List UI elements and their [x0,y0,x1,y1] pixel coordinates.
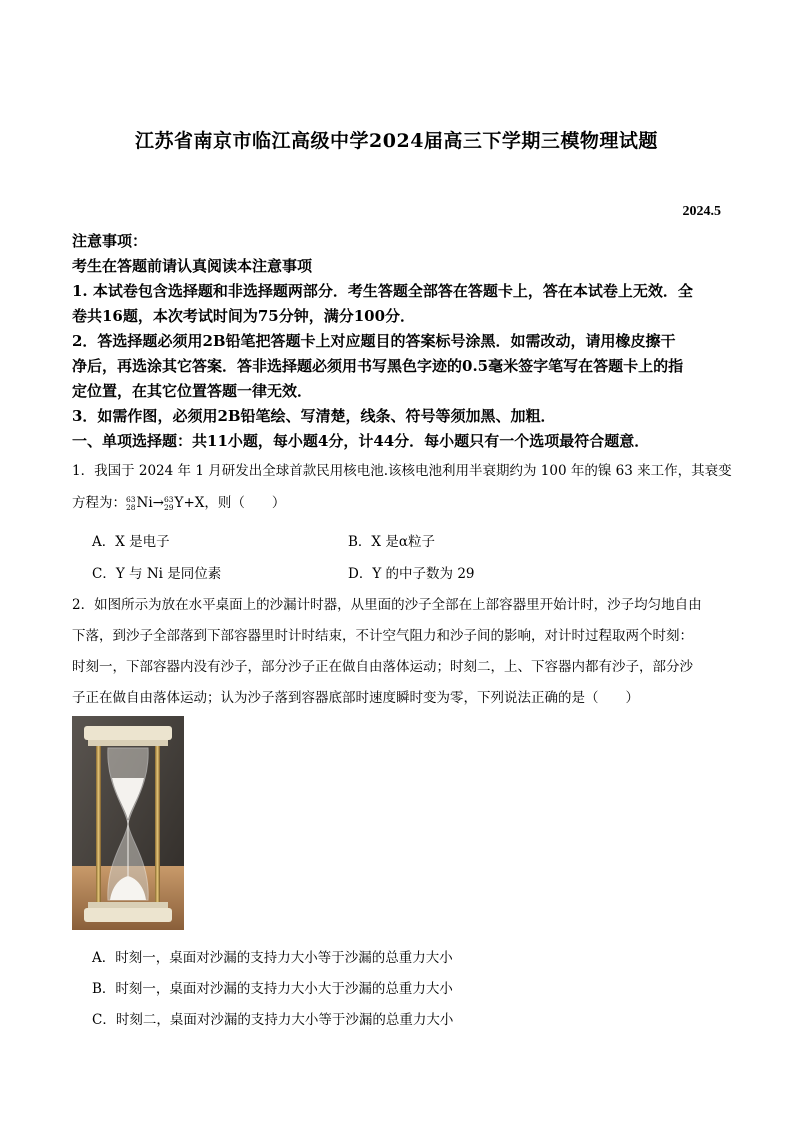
q1-stem-line1: 1．我国于 2024 年 1 月研发出全球首款民用核电池.该核电池利用半衰期约为 100 年的镍 63 来工作，其衰变 [72,463,732,479]
q1-equation-prefix: 方程为： [72,495,126,511]
hourglass-photo [72,716,184,930]
q1-option-a: A．X 是电子 [92,534,170,550]
q1-equation-rest: Y+X，则（ ） [174,495,286,511]
notice-item2-line3: 定位置，在其它位置答题一律无效． [72,382,313,400]
y-atomic-number: 29 [164,502,174,512]
ni-symbol-arrow: Ni→ [136,495,164,511]
notice-heading: 注意事项： [72,232,148,250]
q2-option-c: C．时刻二，桌面对沙漏的支持力大小等于沙漏的总重力大小 [92,1012,454,1028]
notice-item2-line1: 2．答选择题必须用2B铅笔把答题卡上对应题目的答案标号涂黑．如需改动，请用橡皮擦干 [72,332,676,350]
q2-stem-line2: 下落，到沙子全部落到下部容器里时计时结束，不计空气阻力和沙子间的影响，对计时过程取两个时刻： [72,628,693,644]
notice-subheading: 考生在答题前请认真阅读本注意事项 [72,257,313,275]
q1-option-c: C．Y 与 Ni 是同位素 [92,566,222,582]
ni-atomic-number: 28 [126,502,136,512]
ni-isotope-notation [126,496,136,512]
q1-stem-line2 [72,491,285,512]
q2-stem-line4: 子正在做自由落体运动；认为沙子落到容器底部时速度瞬时变为零，下列说法正确的是（ ） [72,690,639,706]
y-isotope-notation [164,496,174,512]
q1-option-b: B．X 是α粒子 [348,534,435,550]
q2-stem-line3: 时刻一，下部容器内没有沙子，部分沙子正在做自由落体运动；时刻二，上、下容器内都有沙子，部分沙 [72,659,693,675]
notice-item1-line2: 卷共16题，本次考试时间为75分钟，满分100分． [72,307,416,325]
ni-mass-number: 63 [126,494,136,504]
q2-option-a: A．时刻一，桌面对沙漏的支持力大小等于沙漏的总重力大小 [92,950,453,966]
q2-stem-line1: 2．如图所示为放在水平桌面上的沙漏计时器，从里面的沙子全部在上部容器里开始计时，沙子均匀地自由 [72,597,702,613]
page-title: 江苏省南京市临江高级中学2024届高三下学期三模物理试题 [135,130,658,152]
notice-item1-line1: 1. 本试卷包含选择题和非选择题两部分．考生答题全部答在答题卡上，答在本试卷上无效．全 [72,282,693,300]
y-mass-number: 63 [164,494,174,504]
exam-date: 2024.5 [682,204,721,219]
q1-option-d: D．Y 的中子数为 29 [348,566,475,582]
notice-item2-line2: 净后，再选涂其它答案．答非选择题必须用书写黑色字迹的0.5毫米签字笔写在答题卡上的指 [72,357,684,375]
hourglass-illustration [72,716,184,930]
notice-item3: 3．如需作图，必须用2B铅笔绘、写清楚，线条、符号等须加黑、加粗． [72,407,556,425]
q2-option-b: B．时刻一，桌面对沙漏的支持力大小大于沙漏的总重力大小 [92,981,453,997]
section-heading: 一、单项选择题：共11小题，每小题4分，计44分．每小题只有一个选项最符合题意． [72,432,650,450]
